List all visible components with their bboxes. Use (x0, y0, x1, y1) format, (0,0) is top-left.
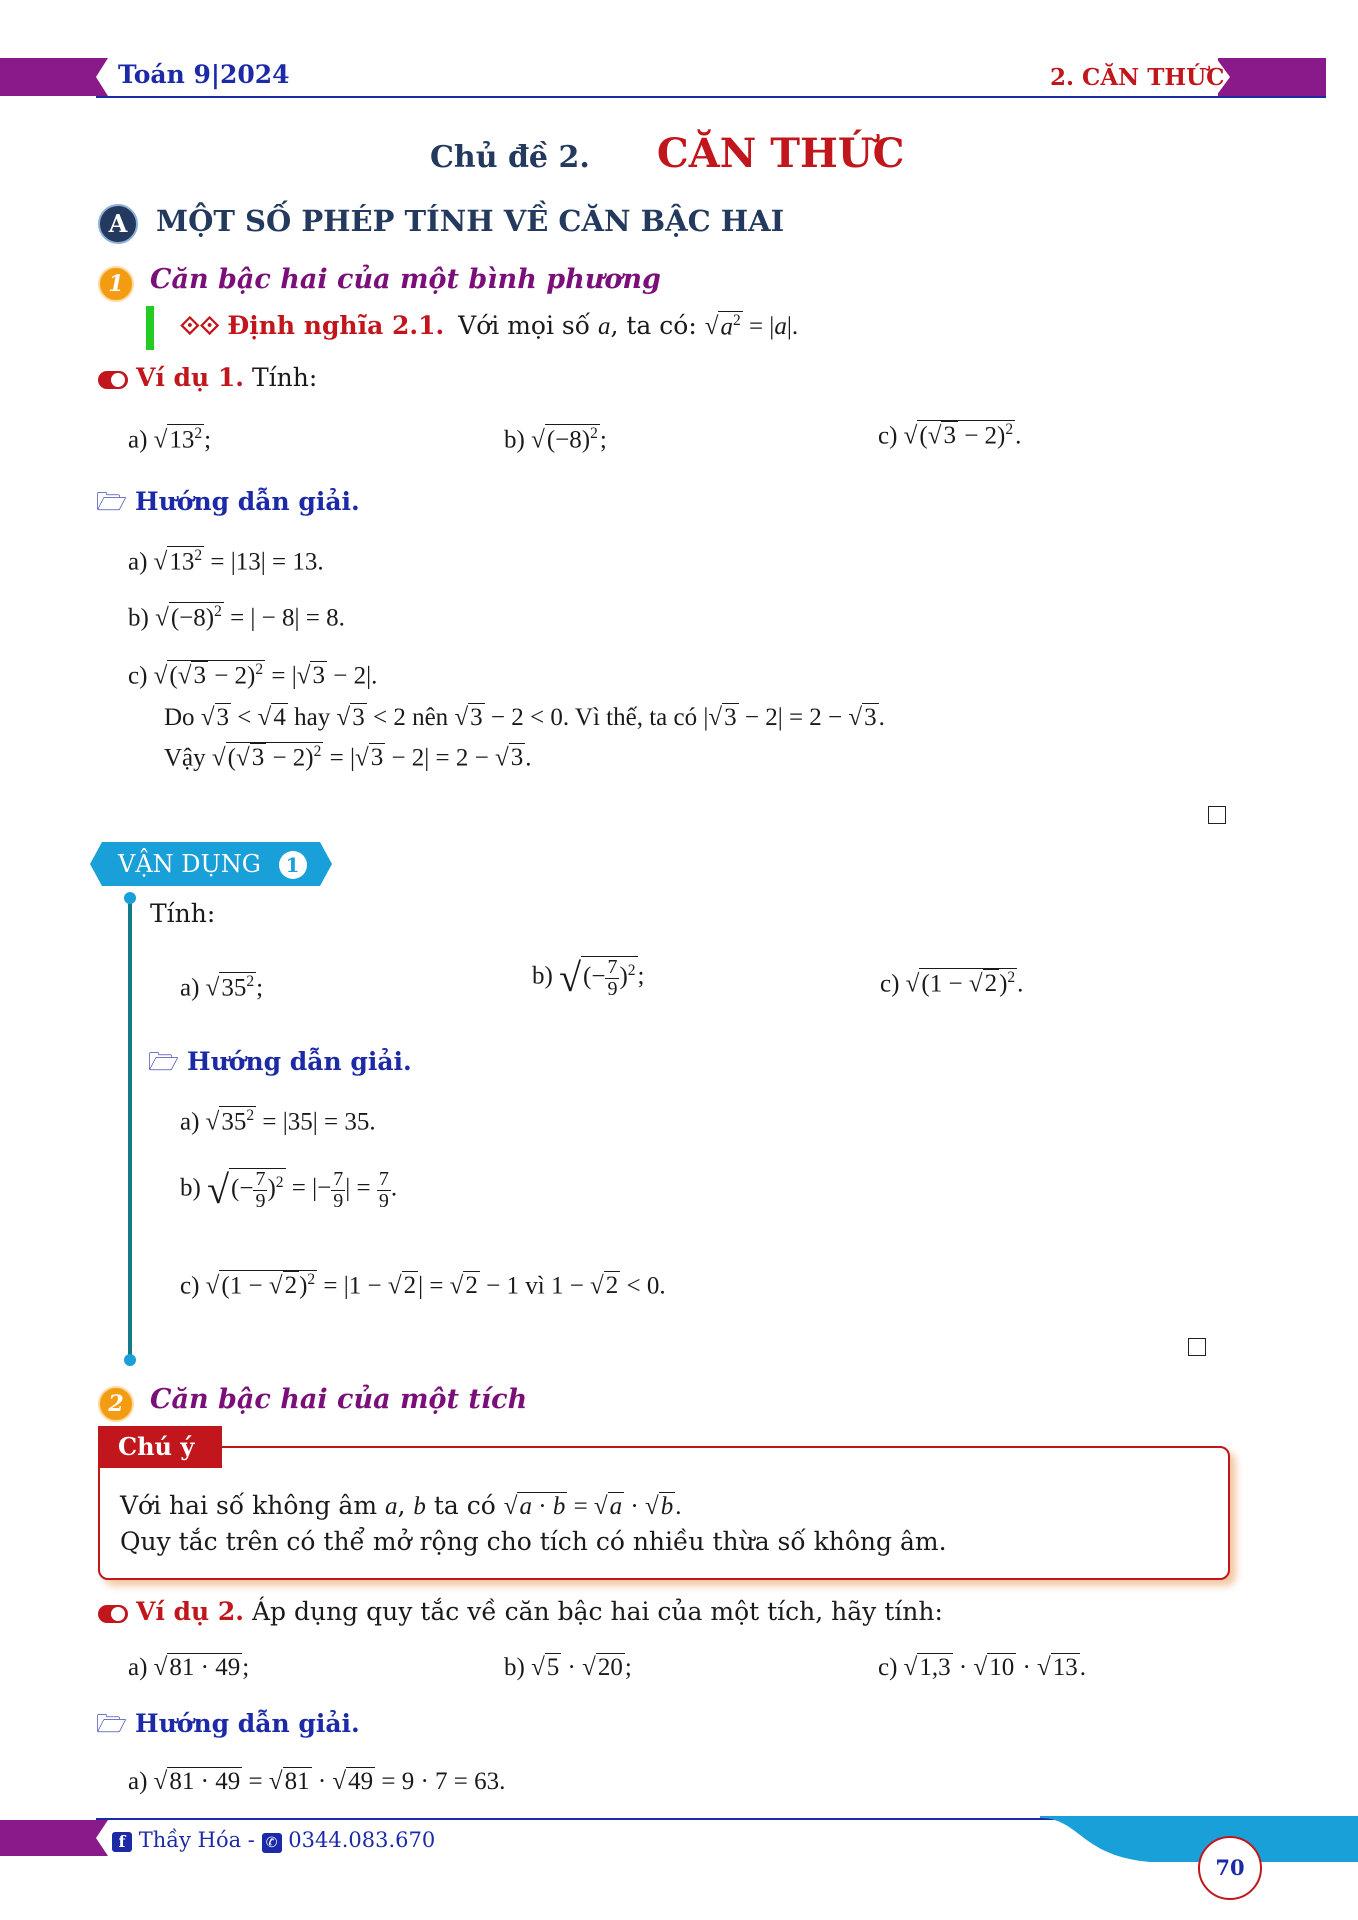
solution1-heading (96, 486, 360, 519)
example1-b: b) $√(-8)^2$; (504, 425, 607, 454)
example-toggle-icon (98, 371, 128, 389)
example1-heading (98, 362, 317, 395)
def-var: a (597, 313, 611, 340)
example2-label: Ví dụ 2. (135, 1597, 245, 1626)
def-text2: , ta có: (610, 311, 697, 340)
van-dung-text: Tính: (150, 899, 216, 928)
van-dung-label: VẬN DỤNG 1 (118, 850, 307, 879)
header-title-right: 2. CĂN THỨC (1050, 64, 1225, 91)
note-line1: Với hai số không âm a, b ta có √a · b = √a · √b. (120, 1491, 682, 1520)
def-bar (146, 306, 154, 350)
title-main: CĂN THỨC (656, 130, 905, 177)
solution1-c: c) $√(√3 - 2)^2 = |√3 - 2|$. (128, 661, 378, 690)
folder-open-icon: 🗁 (96, 487, 128, 516)
definition (180, 310, 798, 344)
example1-c: c) $√(√3 - 2)^2$. (878, 421, 1022, 450)
solution1-a: a) $√13^2 = |13| = 13$. (128, 547, 324, 576)
solution1-c-conclusion: Vậy $√(√3 - 2)^2 = |√3 - 2| = 2 - √3$. (164, 743, 532, 772)
sub2-badge: 2 (98, 1386, 134, 1422)
example2-a: a) √81 · 49; (128, 1654, 250, 1681)
solution-vd1-label: Hướng dẫn giải. (186, 1047, 412, 1076)
def-formula: $√a^2 = |a|$. (704, 311, 799, 340)
page-title (430, 130, 905, 177)
solution-vd1-a: a) $√35^2 = |35| = 35$. (180, 1107, 376, 1136)
solution2-heading (96, 1708, 360, 1741)
folder-open-icon: 🗁 (96, 1709, 128, 1738)
phone-icon: ✆ (262, 1833, 282, 1853)
vd1-b: b) √(− $\frac{7}{9}$ )$^2$; (532, 955, 645, 1000)
solution2-a: a) √81 · 49 = √81 · √49 = 9 · 7 = 63. (128, 1768, 506, 1795)
header-title-left: Toán 9|2024 (118, 60, 290, 89)
header-band-left (0, 58, 110, 96)
def-label: Định nghĩa 2.1. (227, 311, 445, 340)
solution-vd1-c: c) $√(1 - √2)^2 = |1 - √2| = √2 - 1$ vì 1 − √2 < 0. (180, 1271, 666, 1300)
header-band-right (1218, 58, 1326, 96)
example2-b: b) √5 · √20; (504, 1654, 632, 1681)
section-a-badge: A (98, 204, 138, 244)
vd1-a: a) $√35^2$; (180, 973, 264, 1002)
note-label: Chú ý (98, 1426, 222, 1468)
folder-open-icon: 🗁 (148, 1047, 180, 1076)
sub1-badge: 1 (98, 266, 134, 302)
example2-heading (98, 1596, 943, 1629)
example1-text: Tính: (251, 363, 318, 392)
solution-vd1-heading (148, 1046, 412, 1079)
footer-phone: 0344.083.670 (288, 1828, 436, 1852)
footer-band-left (0, 1820, 108, 1856)
vd1-c: c) $√(1 - √2)^2$. (880, 969, 1024, 998)
page-number: 70 (1198, 1836, 1262, 1900)
solution1-c-reason: Do √3 < √4 hay √3 < 2 nên √3 − 2 < 0. Vì thế, ta có |√3 − 2| = 2 − √3. (164, 704, 885, 731)
solution1-label: Hướng dẫn giải. (134, 487, 360, 516)
solution1-b: b) $√(-8)^2$ = | − 8| = 8. (128, 603, 345, 632)
footer-rule (96, 1818, 1056, 1820)
van-dung-number: 1 (279, 851, 307, 879)
solution-vd1-b: b) √(− $\frac{7}{9}$ )$^2$ = |− $\frac{7}{9}$ | = $\frac{7}{9}$ . (180, 1167, 398, 1212)
example1-label: Ví dụ 1. (135, 363, 245, 392)
qed-box (1208, 806, 1226, 824)
def-text: Với mọi số (458, 311, 591, 340)
rail-dot-bottom (124, 1354, 136, 1366)
van-dung-rail (128, 896, 132, 1358)
example2-c: c) √1,3 · √10 · √13. (878, 1654, 1086, 1681)
sub2-title: Căn bậc hai của một tích (150, 1384, 528, 1415)
title-prefix: Chủ đề 2. (430, 140, 590, 175)
qed-box (1188, 1338, 1206, 1356)
note-line2: Quy tắc trên có thể mở rộng cho tích có nhiều thừa số không âm. (120, 1527, 947, 1556)
example-toggle-icon (98, 1605, 128, 1623)
solution2-label: Hướng dẫn giải. (134, 1709, 360, 1738)
sub1-title: Căn bậc hai của một bình phương (150, 264, 661, 295)
diamond-icon: ⟐⟐ (180, 311, 220, 340)
header-rule (96, 96, 1326, 98)
example1-a: a) $√13^2$; (128, 425, 212, 454)
facebook-icon: f (112, 1832, 132, 1852)
footer-author: f Thầy Hóa - ✆ 0344.083.670 (112, 1828, 435, 1853)
example2-text: Áp dụng quy tắc về căn bậc hai của một tích, hãy tính: (251, 1597, 943, 1626)
section-a-title: MỘT SỐ PHÉP TÍNH VỀ CĂN BẬC HAI (156, 204, 785, 238)
rail-dot-top (124, 892, 136, 904)
